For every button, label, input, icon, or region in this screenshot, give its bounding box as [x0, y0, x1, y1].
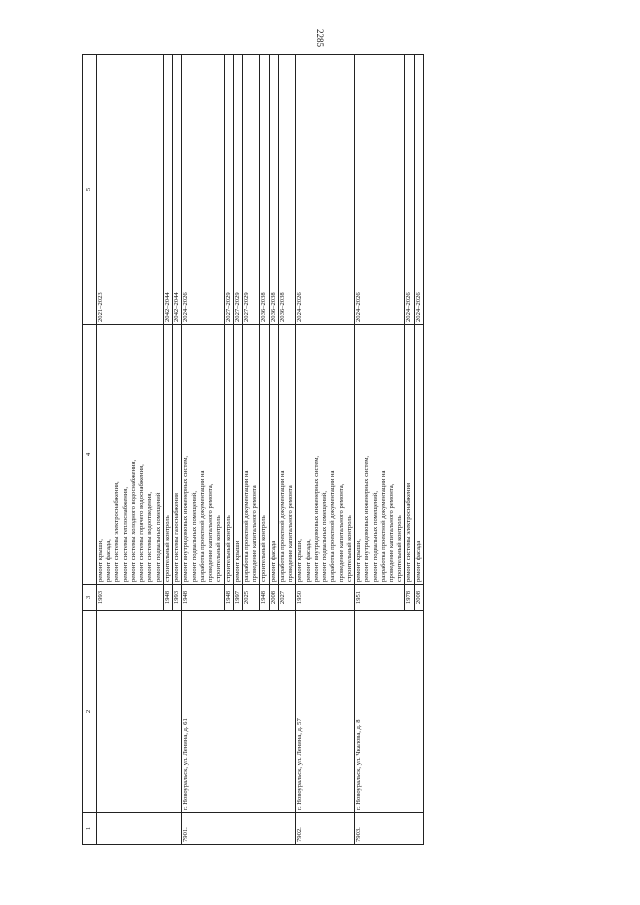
work-line: строительный контроль	[345, 515, 353, 582]
work-cell	[224, 325, 233, 585]
table-row	[296, 55, 355, 845]
header-col-3: 3	[83, 585, 97, 611]
work-cell	[163, 325, 172, 585]
year-cell: 1951	[355, 585, 405, 611]
work-line: ремонт крыши,	[355, 539, 363, 582]
year-cell: 1948	[163, 585, 172, 611]
work-line: проведение капитального ремонта,	[207, 483, 215, 582]
year-cell: 2008	[414, 585, 423, 611]
work-line: ремонт подвальных помещений,	[371, 491, 379, 582]
work-cell	[242, 325, 259, 585]
work-line: ремонт системы электроснабжения	[405, 482, 413, 582]
period-cell: 2021–2023	[97, 55, 164, 325]
year-cell: 2008	[269, 585, 278, 611]
year-cell: 1993	[97, 585, 164, 611]
work-line: проведение капитального ремонта,	[337, 483, 345, 582]
page-number	[306, 28, 334, 48]
year-cell: 2025	[242, 585, 259, 611]
period-cell: 2027–2029	[242, 55, 259, 325]
period-cell: 2036–2038	[278, 55, 295, 325]
work-cell	[182, 325, 224, 585]
work-cell	[97, 325, 164, 585]
year-cell: 1948	[182, 585, 224, 611]
header-col-4: 4	[83, 325, 97, 585]
work-line: разработка проектной документации на	[198, 470, 206, 582]
repair-schedule-table	[82, 54, 424, 845]
work-line: ремонт фасада	[269, 540, 277, 582]
work-line: разработка проектной документации на	[379, 470, 387, 582]
work-line: строительный контроль	[215, 515, 223, 582]
work-line: проведение капитального ремонта	[251, 485, 259, 582]
work-line: ремонт внутридомовых инженерных систем,	[312, 455, 320, 582]
work-line: ремонт внутридомовых инженерных систем,	[182, 455, 190, 582]
work-line: ремонт подвальных помещений	[154, 492, 162, 582]
work-line: ремонт подвальных помещений,	[190, 491, 198, 582]
work-line: ремонт системы электроснабжения,	[113, 481, 121, 582]
year-cell: 1948	[224, 585, 233, 611]
header-col-1: 1	[83, 813, 97, 845]
work-line: строительный контроль	[163, 515, 171, 582]
table-row	[182, 55, 224, 845]
year-cell: 1948	[260, 585, 269, 611]
address-cell	[97, 611, 182, 813]
period-cell: 2027–2029	[233, 55, 242, 325]
work-line: проведение капитального ремонта	[287, 485, 295, 582]
header-col-2: 2	[83, 611, 97, 813]
work-line: ремонт системы газоснабжения	[173, 493, 181, 582]
address-cell: г. Новоуральск, ул. Ленина, д. 57	[296, 611, 355, 813]
work-cell	[405, 325, 414, 585]
work-line: ремонт фасада,	[105, 539, 113, 582]
table-row	[355, 55, 405, 845]
work-line: ремонт фасада	[414, 540, 422, 582]
work-line: ремонт системы холодного водоснабжения,	[129, 459, 137, 582]
entry-number-cell: 7902.	[296, 813, 355, 845]
table-row	[97, 55, 164, 845]
work-line: строительный контроль	[396, 515, 404, 582]
address-cell: г. Новоуральск, ул. Чкалова, д. 8	[355, 611, 424, 813]
repair-schedule-table-wrapper	[82, 80, 570, 845]
work-cell	[269, 325, 278, 585]
work-line: разработка проектной документации на	[278, 470, 286, 582]
header-row	[83, 55, 97, 845]
work-line: ремонт крыши,	[97, 539, 104, 582]
work-line: ремонт системы теплоснабжения,	[121, 487, 129, 582]
period-cell: 2036–2038	[260, 55, 269, 325]
work-line: ремонт фасада,	[304, 539, 312, 582]
work-line: проведение капитального ремонта,	[387, 483, 395, 582]
work-line: ремонт системы водоотведения,	[146, 491, 154, 582]
work-cell	[296, 325, 355, 585]
page-number-text: 2285	[315, 29, 325, 47]
work-cell	[233, 325, 242, 585]
work-cell	[414, 325, 423, 585]
period-cell: 2024–2026	[296, 55, 355, 325]
work-cell	[260, 325, 269, 585]
year-cell: 1950	[296, 585, 355, 611]
entry-number-cell	[97, 813, 182, 845]
work-line: строительный контроль	[260, 515, 268, 582]
year-cell: 1993	[173, 585, 182, 611]
period-cell: 2024–2026	[182, 55, 224, 325]
period-cell: 2024–2026	[414, 55, 423, 325]
period-cell: 2024–2026	[405, 55, 414, 325]
entry-number-cell: 7901.	[182, 813, 296, 845]
entry-number-cell: 7903.	[355, 813, 424, 845]
work-line: ремонт крыши,	[296, 539, 304, 582]
period-cell: 2042–2044	[173, 55, 182, 325]
work-line: ремонт внутридомовых инженерных систем,	[363, 455, 371, 582]
work-line: разработка проектной документации на	[242, 470, 250, 582]
year-cell: 1997	[233, 585, 242, 611]
header-col-5: 5	[83, 55, 97, 325]
work-line: ремонт подвальных помещений,	[321, 491, 329, 582]
year-cell: 2027	[278, 585, 295, 611]
work-cell	[278, 325, 295, 585]
year-cell: 1978	[405, 585, 414, 611]
work-cell	[355, 325, 405, 585]
period-cell: 2027–2029	[224, 55, 233, 325]
table-body	[97, 55, 424, 845]
period-cell: 2036–2038	[269, 55, 278, 325]
address-cell: г. Новоуральск, ул. Ленина, д. 61	[182, 611, 296, 813]
work-line: строительный контроль	[224, 515, 232, 582]
work-cell	[173, 325, 182, 585]
period-cell: 2042–2044	[163, 55, 172, 325]
period-cell: 2024–2026	[355, 55, 405, 325]
work-line: ремонт крыши	[233, 540, 241, 582]
work-line: ремонт системы горячего водоснабжения,	[138, 464, 146, 582]
work-line: разработка проектной документации на	[329, 470, 337, 582]
